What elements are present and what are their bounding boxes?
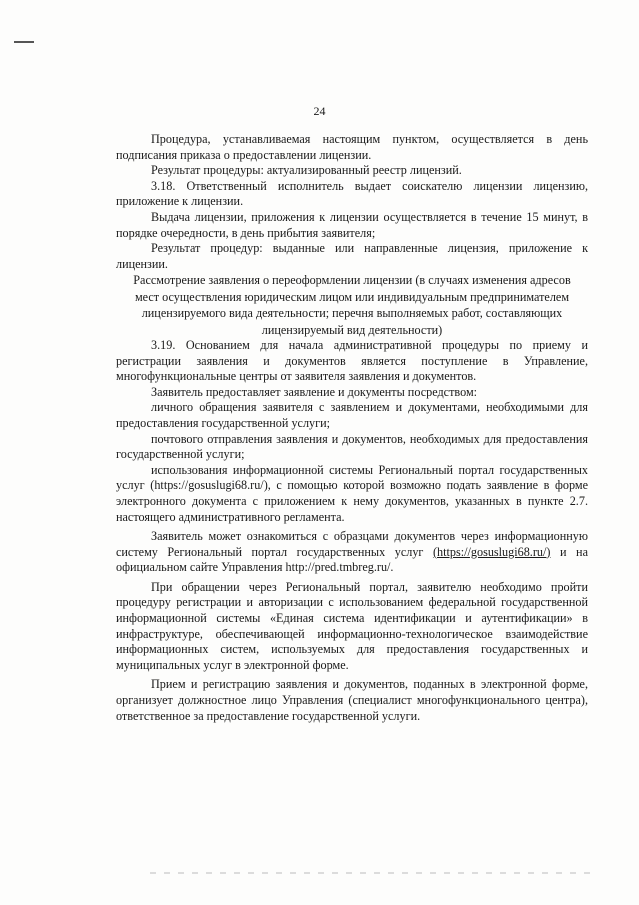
page-number: 24: [313, 104, 326, 118]
scan-noise: [150, 872, 590, 874]
paragraph: Результат процедуры: актуализированный реестр лицензий.: [151, 163, 462, 178]
portal-link[interactable]: (https://gosuslugi68.ru/): [432, 544, 551, 559]
list-item: личного обращения заявителя с заявлением и документами, необходимыми для предоставления государственной услуги;: [116, 400, 588, 430]
document-body: [116, 132, 588, 724]
samples-text-before: Заявитель может ознакомиться с образцами документов через информационную систему Региональный портал государственных услуг: [116, 529, 588, 559]
samples-text-after: и на официальном сайте Управления http://pred.tmbreg.ru/.: [116, 544, 588, 575]
list-item: почтового отправления заявления и документов, необходимых для предоставления государственной услуги;: [116, 431, 588, 462]
list-item: использования информационной системы Региональный портал государственных услуг (https://gosuslugi68.ru/), с помощью которой возможно подать заявление в форме электронного документа с приложением к нему документов, указанных в пункте 2.7. настоящего административного регламента.: [116, 462, 588, 524]
paragraph: Выдача лицензии, приложения к лицензии осуществляется в течение 15 минут, в порядке очередности, в день прибытия заявителя;: [116, 209, 588, 240]
paragraph: Прием и регистрацию заявления и документов, поданных в электронной форме, организует должностное лицо Управления (специалист многофункционального центра), ответственное за предоставление государственной услуги.: [116, 677, 588, 723]
scan-edge-mark: [14, 41, 34, 43]
paragraph: 3.18. Ответственный исполнитель выдает соискателю лицензии лицензию, приложение к лицензии.: [116, 178, 588, 209]
paragraph: Заявитель предоставляет заявление и документы посредством:: [151, 384, 478, 399]
samples-paragraph: [116, 529, 588, 576]
paragraph: При обращении через Региональный портал, заявителю необходимо пройти процедуру регистрации и авторизации с использованием федеральной государственной информационной системы «Единая система идентификации и аутентификации» в инфраструктуре, обеспечивающей информационно-технологическое взаимодействие информационных систем, используемых для предоставления государственных и муниципальных услуг в электронной форме.: [116, 579, 588, 672]
paragraph: Результат процедур: выданные или направленные лицензия, приложение к лицензии.: [116, 241, 588, 271]
paragraph: Процедура, устанавливаемая настоящим пунктом, осуществляется в день подписания приказа о предоставлении лицензии.: [116, 132, 588, 162]
section-heading: Рассмотрение заявления о переоформлении лицензии (в случаях изменения адресов мест осуществления юридическим лицом или индивидуальным предпринимателем лицензируемого вида деятельности; перечня выполняемых работ, составляющих лицензируемый вид деятельности): [133, 273, 571, 337]
paragraph: 3.19. Основанием для начала административной процедуры по приему и регистрации заявления и документов является поступление в Управление, многофункциональные центры от заявителя заявления и документов.: [116, 337, 588, 384]
